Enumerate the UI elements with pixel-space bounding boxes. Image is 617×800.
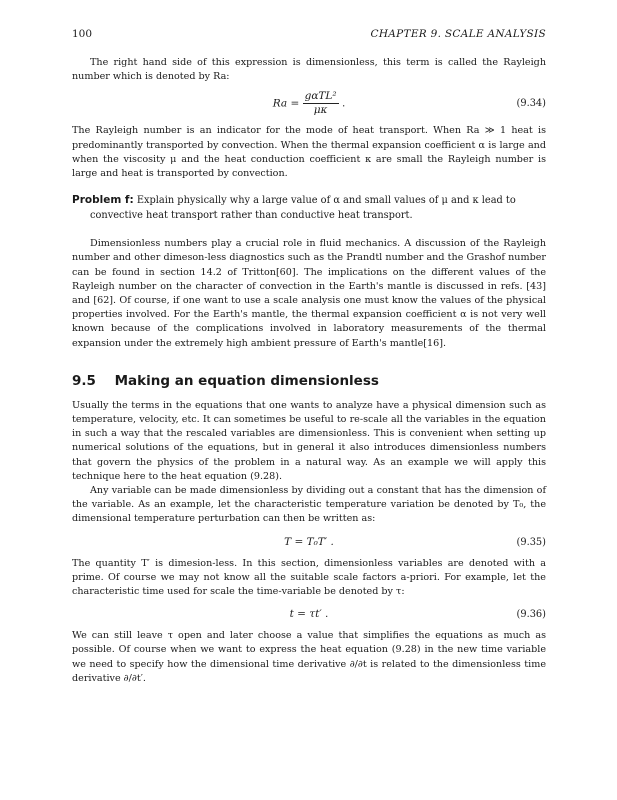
- equation-9-36: [72, 599, 546, 629]
- running-header: [72, 18, 546, 40]
- equation-label: (9.34): [516, 98, 546, 110]
- page-number: 100: [72, 28, 93, 40]
- equation-9-34: [72, 88, 546, 124]
- equation-numerator: gαTL²: [304, 90, 337, 103]
- section-number: 9.5: [72, 372, 96, 389]
- equation-tail: .: [341, 97, 346, 110]
- paragraph-1: The right hand side of this expression is dimensionless, this term is called the Rayleigh number which is denoted by Ra:: [72, 57, 546, 83]
- equation-expression: T = T₀T′ .: [284, 535, 334, 548]
- chapter-title: CHAPTER 9. SCALE ANALYSIS: [370, 28, 546, 40]
- paragraph-3: Dimensionless numbers play a crucial role in fluid mechanics. A discussion of the Rayleigh number and other dimeson-less diagnostics such as the Prandtl number and the Grashof number can be found in section 14.2 of Tritton[60]. The implications on the different values of the Rayleigh number on the character of convection in the Earth's mantle is discussed in refs. [43] and [62]. Of course, if one want to use a scale analysis one must know the values of the physical properties involved. For the Earth's mantle, the thermal expansion coefficient α is not very well known because of the complications involved in laboratory measurements of the thermal expansion under the extremely high ambient pressure of Earth's mantle[16].: [72, 238, 546, 349]
- equation-lhs: Ra =: [272, 97, 300, 110]
- page: [72, 18, 546, 686]
- equation-fraction: [303, 90, 339, 117]
- equation-denominator: μκ: [313, 104, 328, 117]
- equation-label: (9.35): [516, 536, 546, 548]
- paragraph-5: Any variable can be made dimensionless by dividing out a constant that has the dimension of the variable. As an example, let the characteristic temperature variation be denoted by T₀, the dimensional temperature perturbation can then be written as:: [72, 485, 546, 525]
- problem-box: [72, 193, 546, 223]
- equation-expression: t = τt′ .: [289, 608, 329, 621]
- section-heading: [72, 373, 546, 389]
- paragraph-7: We can still leave τ open and later choose a value that simplifies the equations as much as possible. Of course when we want to express the heat equation (9.28) in the new time variable we need to specify how the dimensional time derivative ∂/∂t is related to the dimensionless time derivative ∂/∂t′.: [72, 630, 546, 684]
- section-title: Making an equation dimensionless: [114, 372, 379, 389]
- paragraph-6: The quantity T′ is dimesion-less. In this section, dimensionless variables are denoted with a prime. Of course we may not know all the suitable scale factors a-priori. For example, let the characteristic time used for scale the time-variable be denoted by τ:: [72, 557, 546, 598]
- paragraph-2: The Rayleigh number is an indicator for the mode of heat transport. When Ra ≫ 1 heat is predominantly transported by convection. When the thermal expansion coefficient α is large and when the viscosity μ and the heat conduction coefficient κ are small the Rayleigh number is large and heat is transported by convection.: [72, 125, 546, 180]
- problem-text: Explain physically why a large value of α and small values of μ and κ lead to convective heat transport rather than conductive heat transport.: [90, 195, 516, 221]
- equation-9-35: [72, 527, 546, 557]
- equation-label: (9.36): [516, 609, 546, 621]
- paragraph-4: Usually the terms in the equations that one wants to analyze have a physical dimension such as temperature, velocity, etc. It can sometimes be useful to re-scale all the variables in the equation in such a way that the rescaled variables are dimensionless. This is convenient when setting up numerical solutions of the equations, but in general it also introduces dimensionless numbers that govern the physics of the problem in a natural way. As an example we will apply this technique here to the heat equation (9.28).: [72, 399, 546, 482]
- problem-label: Problem f:: [72, 194, 134, 207]
